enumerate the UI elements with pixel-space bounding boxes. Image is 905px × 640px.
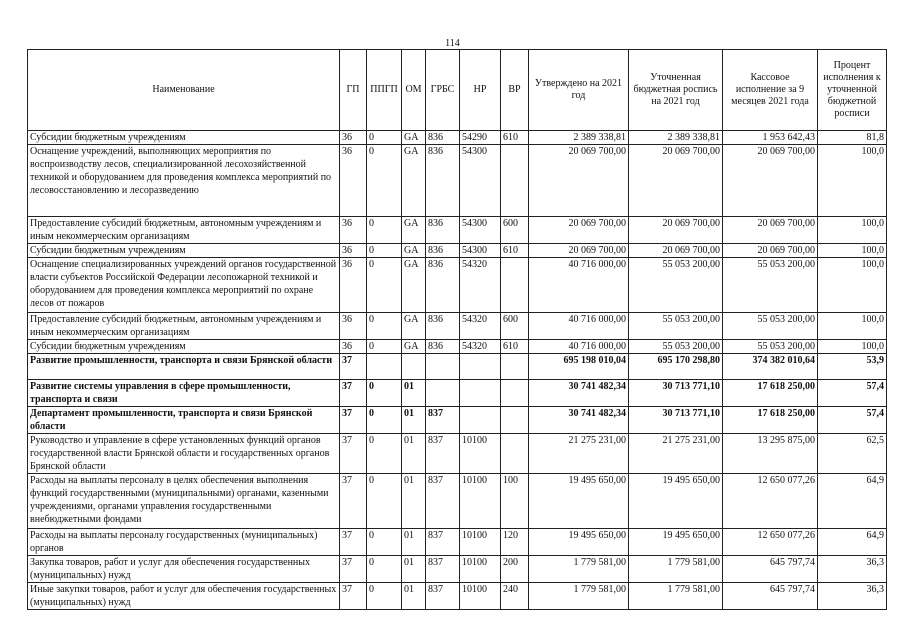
table-row [28,434,887,474]
cell-refined: 55 053 200,00 [629,313,723,340]
cell-percent: 36,3 [818,583,887,610]
cell-np: 54320 [460,340,501,354]
cell-refined: 55 053 200,00 [629,340,723,354]
cell-approved: 21 275 231,00 [529,434,629,474]
cell-executed: 12 650 077,26 [723,474,818,529]
cell-om: GA [402,313,426,340]
cell-vr: 200 [501,556,529,583]
cell-vr: 120 [501,529,529,556]
cell-percent: 100,0 [818,217,887,244]
cell-executed: 55 053 200,00 [723,313,818,340]
cell-grbs: 837 [426,556,460,583]
cell-refined: 30 713 771,10 [629,380,723,407]
cell-percent: 100,0 [818,145,887,217]
cell-np: 54290 [460,131,501,145]
cell-approved: 40 716 000,00 [529,340,629,354]
cell-refined: 19 495 650,00 [629,529,723,556]
cell-refined: 695 170 298,80 [629,354,723,380]
cell-approved: 1 779 581,00 [529,556,629,583]
cell-np: 10100 [460,583,501,610]
cell-om: GA [402,244,426,258]
cell-executed: 17 618 250,00 [723,407,818,434]
cell-grbs: 837 [426,434,460,474]
cell-ppgp: 0 [367,529,402,556]
cell-percent: 64,9 [818,529,887,556]
cell-name: Иные закупки товаров, работ и услуг для обеспечения государственных (муниципальных) нужд [28,583,340,610]
cell-ppgp: 0 [367,145,402,217]
cell-gp: 36 [340,145,367,217]
cell-executed: 1 953 642,43 [723,131,818,145]
cell-np: 54300 [460,217,501,244]
cell-approved: 2 389 338,81 [529,131,629,145]
cell-gp: 36 [340,258,367,313]
cell-vr: 100 [501,474,529,529]
cell-vr [501,407,529,434]
table-row [28,583,887,610]
cell-vr: 600 [501,217,529,244]
cell-grbs: 836 [426,244,460,258]
cell-grbs: 837 [426,529,460,556]
cell-om: 01 [402,380,426,407]
cell-approved: 40 716 000,00 [529,258,629,313]
cell-approved: 19 495 650,00 [529,474,629,529]
cell-executed: 17 618 250,00 [723,380,818,407]
page-number: 114 [445,38,460,49]
cell-percent: 100,0 [818,340,887,354]
cell-np: 10100 [460,434,501,474]
cell-gp: 36 [340,340,367,354]
cell-om: GA [402,217,426,244]
cell-np: 10100 [460,529,501,556]
cell-gp: 37 [340,529,367,556]
cell-om: 01 [402,556,426,583]
header-np: НР [460,50,501,131]
cell-approved: 20 069 700,00 [529,145,629,217]
table-row [28,556,887,583]
cell-gp: 36 [340,217,367,244]
cell-refined: 19 495 650,00 [629,474,723,529]
cell-vr [501,380,529,407]
table-body [28,131,887,610]
table-row [28,474,887,529]
table-row [28,217,887,244]
cell-om: GA [402,131,426,145]
cell-name: Расходы на выплаты персоналу государственных (муниципальных) органов [28,529,340,556]
cell-name: Закупка товаров, работ и услуг для обеспечения государственных (муниципальных) нужд [28,556,340,583]
table-row [28,258,887,313]
cell-vr [501,354,529,380]
cell-grbs: 836 [426,258,460,313]
cell-np: 10100 [460,556,501,583]
cell-ppgp: 0 [367,583,402,610]
cell-ppgp: 0 [367,340,402,354]
header-refined: Уточненная бюджетная роспись на 2021 год [629,50,723,131]
cell-approved: 30 741 482,34 [529,407,629,434]
cell-grbs: 836 [426,145,460,217]
cell-vr [501,434,529,474]
cell-percent: 81,8 [818,131,887,145]
cell-gp: 37 [340,556,367,583]
cell-gp: 36 [340,244,367,258]
cell-gp: 37 [340,474,367,529]
cell-np: 54320 [460,258,501,313]
cell-gp: 37 [340,407,367,434]
cell-om: 01 [402,583,426,610]
cell-percent: 100,0 [818,244,887,258]
cell-np [460,380,501,407]
header-gp: ГП [340,50,367,131]
cell-refined: 1 779 581,00 [629,583,723,610]
cell-gp: 37 [340,434,367,474]
cell-approved: 695 198 010,04 [529,354,629,380]
table-row [28,145,887,217]
header-executed: Кассовое исполнение за 9 месяцев 2021 года [723,50,818,131]
table-row [28,407,887,434]
header-percent: Процент исполнения к уточненной бюджетной росписи [818,50,887,131]
cell-approved: 20 069 700,00 [529,244,629,258]
cell-grbs: 836 [426,131,460,145]
cell-percent: 64,9 [818,474,887,529]
header-grbs: ГРБС [426,50,460,131]
header-row [28,50,887,131]
cell-percent: 62,5 [818,434,887,474]
cell-executed: 645 797,74 [723,556,818,583]
cell-vr: 610 [501,244,529,258]
header-approved: Утверждено на 2021 год [529,50,629,131]
table-row [28,529,887,556]
cell-vr: 600 [501,313,529,340]
cell-percent: 36,3 [818,556,887,583]
cell-name: Субсидии бюджетным учреждениям [28,244,340,258]
cell-refined: 21 275 231,00 [629,434,723,474]
header-vr: ВР [501,50,529,131]
cell-ppgp: 0 [367,380,402,407]
cell-executed: 20 069 700,00 [723,217,818,244]
cell-name: Оснащение учреждений, выполняющих мероприятия по воспроизводству лесов, специализированной лесохозяйственной техникой и оборудованием для проведения комплекса мероприятий по лесовосстановлению и лесоразведению [28,145,340,217]
cell-grbs: 836 [426,313,460,340]
cell-grbs: 837 [426,407,460,434]
table-row [28,380,887,407]
cell-executed: 55 053 200,00 [723,258,818,313]
cell-name: Расходы на выплаты персоналу в целях обеспечения выполнения функций государственными (муниципальными) органами, казенными учреждениями, органами управления государственными внебюджетными фондами [28,474,340,529]
cell-percent: 100,0 [818,313,887,340]
table-row [28,354,887,380]
cell-percent: 53,9 [818,354,887,380]
cell-ppgp: 0 [367,258,402,313]
cell-refined: 20 069 700,00 [629,145,723,217]
cell-refined: 1 779 581,00 [629,556,723,583]
cell-ppgp: 0 [367,407,402,434]
cell-om: GA [402,340,426,354]
cell-grbs: 837 [426,583,460,610]
cell-refined: 30 713 771,10 [629,407,723,434]
cell-name: Предоставление субсидий бюджетным, автономным учреждениям и иным некоммерческим организациям [28,217,340,244]
cell-vr: 240 [501,583,529,610]
cell-vr: 610 [501,131,529,145]
cell-grbs [426,354,460,380]
cell-gp: 37 [340,583,367,610]
cell-gp: 36 [340,313,367,340]
cell-np [460,354,501,380]
budget-table [27,49,887,610]
cell-name: Развитие промышленности, транспорта и связи Брянской области [28,354,340,380]
table-row [28,340,887,354]
cell-ppgp [367,354,402,380]
cell-om [402,354,426,380]
cell-ppgp: 0 [367,131,402,145]
cell-np: 54320 [460,313,501,340]
cell-name: Субсидии бюджетным учреждениям [28,340,340,354]
cell-vr: 610 [501,340,529,354]
table-row [28,244,887,258]
cell-approved: 40 716 000,00 [529,313,629,340]
cell-ppgp: 0 [367,244,402,258]
cell-percent: 100,0 [818,258,887,313]
cell-ppgp: 0 [367,434,402,474]
cell-name: Департамент промышленности, транспорта и связи Брянской области [28,407,340,434]
cell-name: Руководство и управление в сфере установленных функций органов государственной власти Брянской области и государственных органов Брянской области [28,434,340,474]
cell-gp: 36 [340,131,367,145]
cell-ppgp: 0 [367,474,402,529]
cell-om: GA [402,258,426,313]
cell-vr [501,145,529,217]
cell-om: 01 [402,407,426,434]
header-name: Наименование [28,50,340,131]
cell-approved: 19 495 650,00 [529,529,629,556]
cell-grbs: 836 [426,217,460,244]
cell-executed: 374 382 010,64 [723,354,818,380]
cell-om: GA [402,145,426,217]
table-row [28,131,887,145]
cell-executed: 20 069 700,00 [723,244,818,258]
cell-name: Развитие системы управления в сфере промышленности, транспорта и связи [28,380,340,407]
cell-np: 54300 [460,244,501,258]
cell-name: Предоставление субсидий бюджетным, автономным учреждениям и иным некоммерческим организациям [28,313,340,340]
cell-executed: 645 797,74 [723,583,818,610]
table-row [28,313,887,340]
cell-executed: 55 053 200,00 [723,340,818,354]
header-om: ОМ [402,50,426,131]
cell-np: 10100 [460,474,501,529]
cell-grbs: 837 [426,474,460,529]
cell-approved: 1 779 581,00 [529,583,629,610]
header-ppgp: ППГП [367,50,402,131]
cell-np [460,407,501,434]
cell-refined: 20 069 700,00 [629,217,723,244]
cell-np: 54300 [460,145,501,217]
cell-grbs: 836 [426,340,460,354]
cell-refined: 2 389 338,81 [629,131,723,145]
cell-executed: 12 650 077,26 [723,529,818,556]
cell-ppgp: 0 [367,217,402,244]
cell-refined: 20 069 700,00 [629,244,723,258]
cell-gp: 37 [340,354,367,380]
cell-approved: 20 069 700,00 [529,217,629,244]
cell-om: 01 [402,529,426,556]
cell-grbs [426,380,460,407]
cell-om: 01 [402,474,426,529]
cell-percent: 57,4 [818,380,887,407]
cell-name: Оснащение специализированных учреждений органов государственной власти субъектов Российской Федерации лесопожарной техникой и оборудованием для проведения комплекса мероприятий по охране лесов от пожаров [28,258,340,313]
cell-om: 01 [402,434,426,474]
cell-refined: 55 053 200,00 [629,258,723,313]
cell-ppgp: 0 [367,556,402,583]
cell-vr [501,258,529,313]
cell-approved: 30 741 482,34 [529,380,629,407]
cell-ppgp: 0 [367,313,402,340]
cell-name: Субсидии бюджетным учреждениям [28,131,340,145]
cell-percent: 57,4 [818,407,887,434]
cell-executed: 13 295 875,00 [723,434,818,474]
cell-gp: 37 [340,380,367,407]
cell-executed: 20 069 700,00 [723,145,818,217]
